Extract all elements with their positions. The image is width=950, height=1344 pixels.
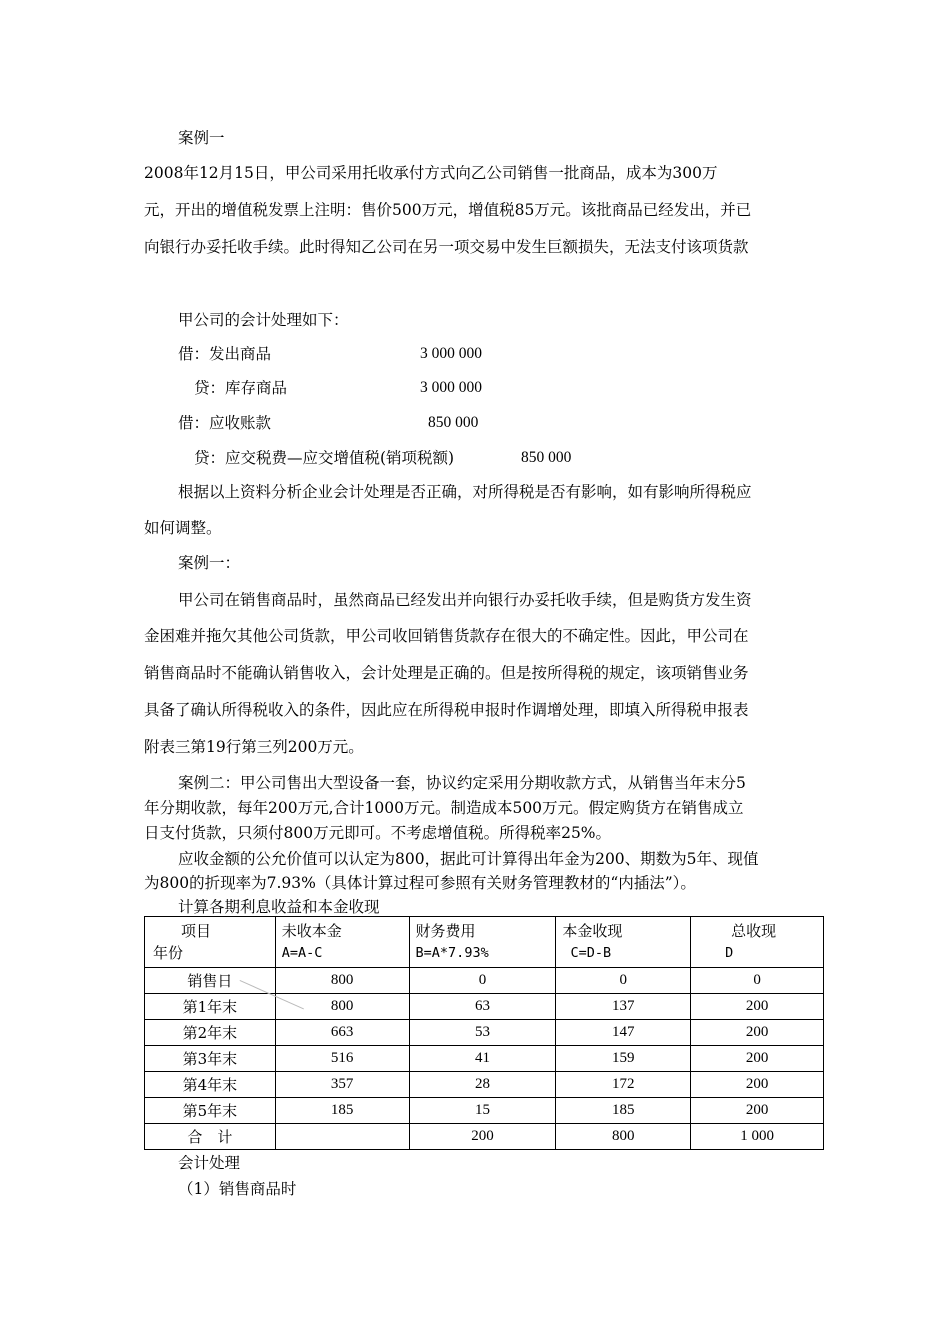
total-received-cell: 200: [691, 1098, 824, 1124]
case2-paragraph-line: 年分期收款，每年200万元,合计1000万元。制造成本500万元。假定购货方在销售成立: [144, 799, 744, 817]
interest-calculation-table: [144, 916, 824, 1150]
header-cell: [409, 917, 556, 968]
unpaid-principal-cell: [275, 1124, 409, 1150]
header-cell: [275, 917, 409, 968]
finance-cost-cell: 200: [409, 1124, 556, 1150]
unpaid-principal-cell: 185: [275, 1098, 409, 1124]
finance-cost-cell: 41: [409, 1046, 556, 1072]
table-row: [145, 1098, 824, 1124]
finance-cost-cell: 28: [409, 1072, 556, 1098]
finance-cost-cell: 53: [409, 1020, 556, 1046]
header-label: 财务费用: [415, 922, 476, 940]
journal-entry-label: 贷：应交税费—应交增值税(销项税额): [194, 449, 455, 467]
finance-cost-cell: 0: [409, 968, 556, 994]
table-row: [145, 1020, 824, 1046]
journal-entry-label: 贷：库存商品: [194, 379, 288, 397]
header-cell: [691, 917, 824, 968]
accounting-heading: 会计处理: [178, 1154, 241, 1172]
unpaid-principal-cell: 516: [275, 1046, 409, 1072]
header-label: 未收本金: [281, 922, 342, 940]
year-cell: 第2年末: [145, 1020, 276, 1046]
principal-received-cell: 172: [556, 1072, 691, 1098]
principal-received-cell: 137: [556, 994, 691, 1020]
principal-received-cell: 800: [556, 1124, 691, 1150]
header-label: 项目: [181, 922, 212, 940]
journal-entry-amount: 850 000: [428, 414, 479, 431]
year-cell: 销售日: [145, 968, 276, 994]
year-cell: 第3年末: [145, 1046, 276, 1072]
principal-received-cell: 185: [556, 1098, 691, 1124]
finance-cost-cell: 15: [409, 1098, 556, 1124]
header-label: 本金收现: [562, 922, 623, 940]
unpaid-principal-cell: 800: [275, 968, 409, 994]
table-header-row: [145, 917, 824, 968]
journal-entry-label: 借：应收账款: [178, 414, 272, 432]
table-total-row: [145, 1124, 824, 1150]
finance-cost-cell: 63: [409, 994, 556, 1020]
total-received-cell: 200: [691, 1046, 824, 1072]
case2-paragraph-line: 应收金额的公允价值可以认定为800，据此可计算得出年金为200、期数为5年、现值: [178, 850, 759, 868]
case2-paragraph-line: 为800的折现率为7.93%（具体计算过程可参照有关财务管理教材的“内插法”）。: [144, 874, 696, 892]
case1-answer-line: 具备了确认所得税收入的条件，因此应在所得税申报时作调增处理，即填入所得税申报表: [144, 701, 749, 719]
case1-question-line: 如何调整。: [144, 519, 222, 537]
case1-paragraph-line: 向银行办妥托收手续。此时得知乙公司在另一项交易中发生巨额损失，无法支付该项货款: [144, 238, 749, 256]
principal-received-cell: 0: [556, 968, 691, 994]
unpaid-principal-cell: 357: [275, 1072, 409, 1098]
case1-answer-line: 甲公司在销售商品时，虽然商品已经发出并向银行办妥托收手续，但是购货方发生资: [178, 591, 752, 609]
table-row: [145, 1072, 824, 1098]
header-cell: [145, 917, 276, 968]
year-cell: 第1年末: [145, 994, 276, 1020]
total-received-cell: 200: [691, 1072, 824, 1098]
case1-answer-title: 案例一：: [178, 554, 241, 572]
table-row: [145, 994, 824, 1020]
table-row: [145, 1046, 824, 1072]
header-formula: D: [725, 945, 734, 961]
case1-answer-line: 附表三第19行第三列200万元。: [144, 738, 364, 756]
year-cell: 第5年末: [145, 1098, 276, 1124]
case1-answer-line: 金困难并拖欠其他公司货款，甲公司收回销售货款存在很大的不确定性。因此，甲公司在: [144, 627, 749, 645]
case1-answer-line: 销售商品时不能确认销售收入，会计处理是正确的。但是按所得税的规定，该项销售业务: [144, 664, 749, 682]
journal-entry-amount: 3 000 000: [420, 379, 482, 396]
case2-paragraph-line: 日支付货款，只须付800万元即可。不考虑增值税。所得税率25%。: [144, 824, 612, 842]
principal-received-cell: 159: [556, 1046, 691, 1072]
total-received-cell: 0: [691, 968, 824, 994]
header-formula: C=D-B: [562, 945, 612, 961]
total-received-cell: 1 000: [691, 1124, 824, 1150]
case2-paragraph-line: 案例二：甲公司售出大型设备一套，协议约定采用分期收款方式，从销售当年末分5: [178, 774, 746, 792]
accounting-subheading: （1）销售商品时: [178, 1180, 297, 1198]
journal-entry-label: 借：发出商品: [178, 345, 272, 363]
year-cell: 第4年末: [145, 1072, 276, 1098]
total-received-cell: 200: [691, 1020, 824, 1046]
total-received-cell: 200: [691, 994, 824, 1020]
case1-title: 案例一: [178, 129, 225, 147]
table-caption: 计算各期利息收益和本金收现: [178, 898, 380, 916]
unpaid-principal-cell: 663: [275, 1020, 409, 1046]
case1-question-line: 根据以上资料分析企业会计处理是否正确，对所得税是否有影响，如有影响所得税应: [178, 483, 752, 501]
case1-intro: 甲公司的会计处理如下：: [178, 311, 349, 329]
case1-paragraph-line: 元，开出的增值税发票上注明：售价500万元，增值税85万元。该批商品已经发出，并已: [144, 201, 752, 219]
table-row: [145, 968, 824, 994]
journal-entry-amount: 3 000 000: [420, 345, 482, 362]
header-cell: [556, 917, 691, 968]
unpaid-principal-cell: 800: [275, 994, 409, 1020]
header-formula: A=A-C: [281, 945, 323, 961]
header-sublabel: 年份: [153, 944, 184, 962]
case1-paragraph-line: 2008年12月15日，甲公司采用托收承付方式向乙公司销售一批商品，成本为300万: [144, 164, 718, 182]
principal-received-cell: 147: [556, 1020, 691, 1046]
journal-entry-amount: 850 000: [521, 449, 572, 466]
total-label-cell: 合 计: [145, 1124, 276, 1150]
header-formula: B=A*7.93%: [415, 945, 489, 961]
header-label: 总收现: [731, 922, 777, 940]
